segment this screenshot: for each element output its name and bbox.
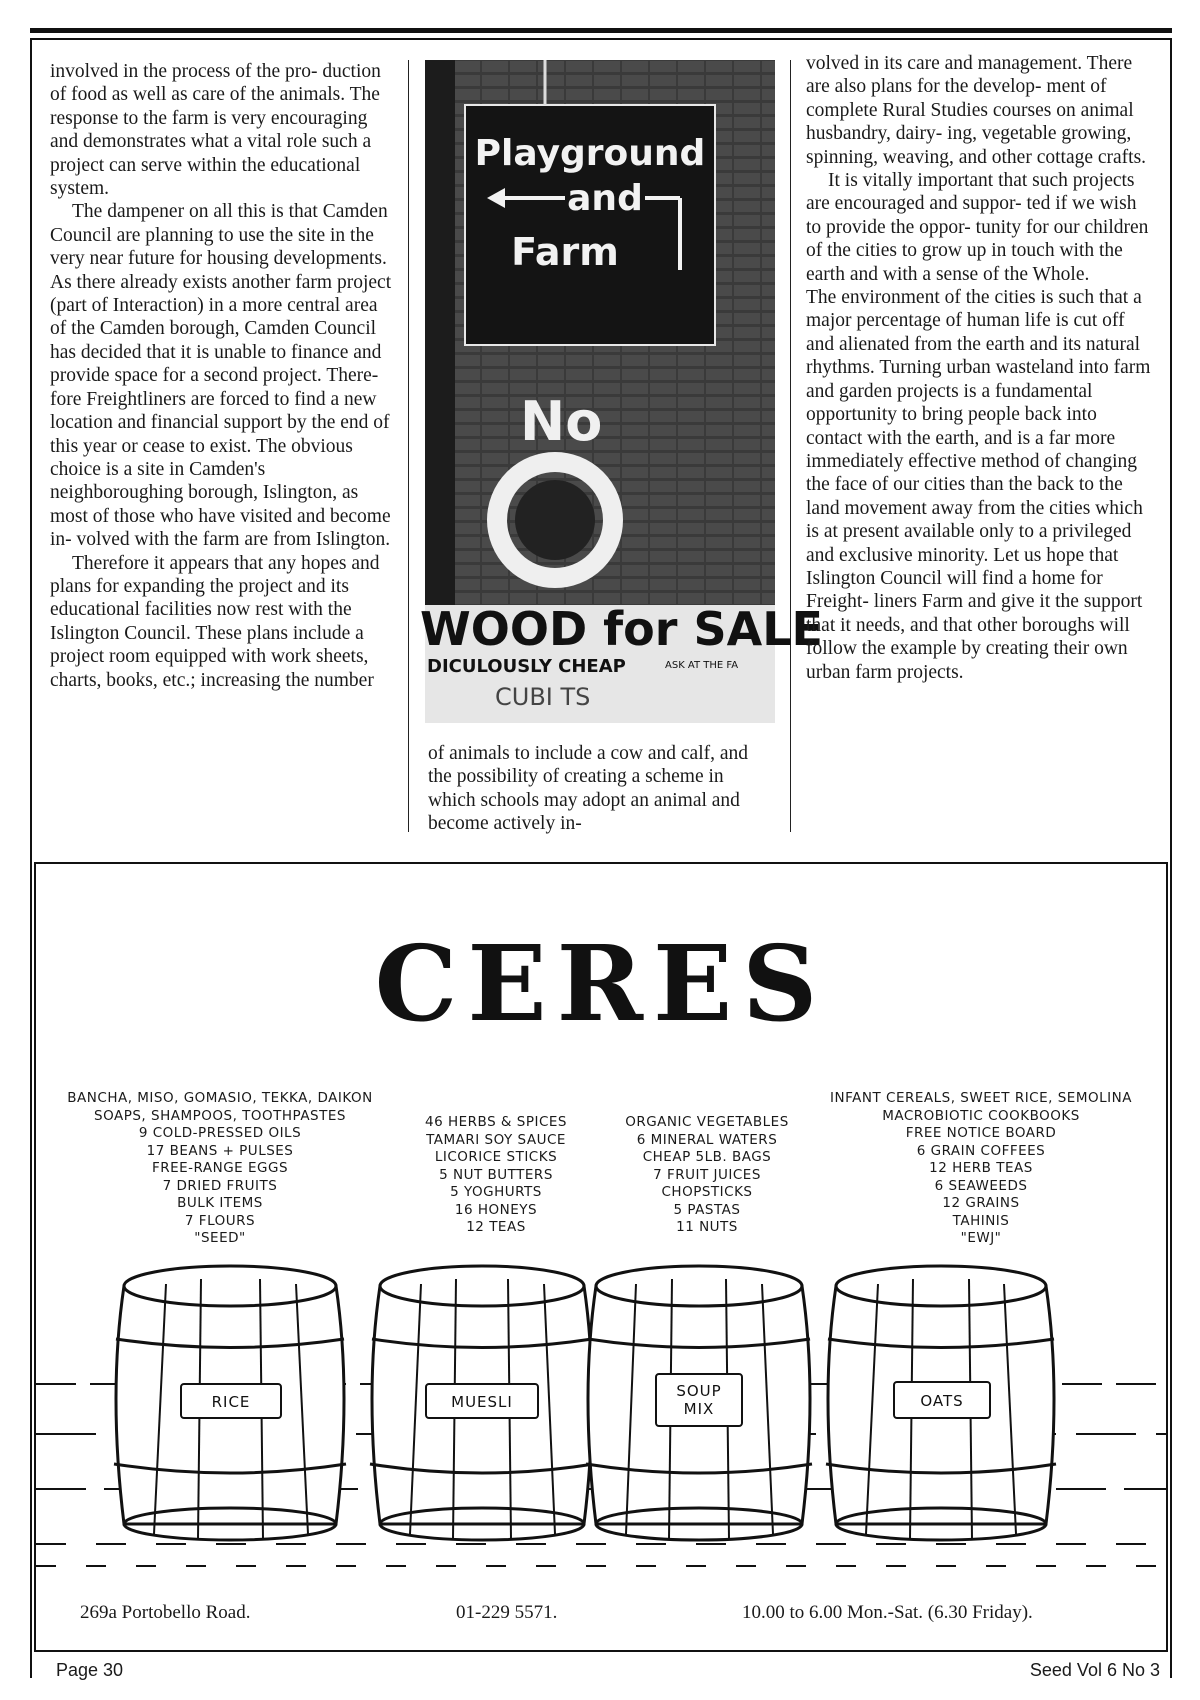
cubitts-sign: CUBI TS	[495, 683, 591, 711]
ceres-advertisement	[34, 862, 1168, 1652]
paragraph: The environment of the cities is such that a major percentage of human life is cut off and alienated from the earth and its natural rhythms. Turning urban wasteland into farm and garden projects is a fundamental opportunity to bring people back into contact with the earth, and is a far more immediately effective method of changing the face of our cities than the back to the land movement away from the cities which is at present available only to a privileged and exclusive minority. Let us hope that Islington Council will find a home for Freight- liners Farm and give it the support that it needs, and that other boroughs will follow the example by creating their own urban farm projects.	[806, 287, 1151, 683]
article-column-3	[806, 52, 1156, 684]
list-item: 6 SEAWEEDS	[934, 1177, 1028, 1194]
product-list-1	[50, 1090, 390, 1248]
list-item: 16 HONEYS	[454, 1201, 538, 1218]
paragraph: Therefore it appears that any hopes and plans for expanding the project and its educational facilities now rest with the Islington Council. These plans include a project room equipped with work sheets, charts, books, etc.; increasing the number	[50, 552, 380, 691]
list-item: CHOPSTICKS	[661, 1184, 753, 1200]
list-item: 46 HERBS & SPICES	[425, 1114, 567, 1130]
sign-line-1: Playground	[474, 133, 706, 174]
list-item: BULK ITEMS	[177, 1195, 263, 1211]
list-item: 7 DRIED FRUITS	[162, 1177, 278, 1194]
barrel-label-soup: SOUP	[676, 1382, 722, 1400]
shop-address: 269a Portobello Road.	[80, 1602, 251, 1623]
list-item: 6 MINERAL WATERS	[636, 1131, 778, 1148]
list-item: INFANT CEREALS, SWEET RICE, SEMOLINA	[830, 1090, 1132, 1106]
top-rule-thin	[30, 38, 1172, 40]
list-item: MACROBIOTIC COOKBOOKS	[882, 1107, 1080, 1124]
shop-hours: 10.00 to 6.00 Mon.-Sat. (6.30 Friday).	[742, 1602, 1033, 1623]
list-item: FREE-RANGE EGGS	[151, 1160, 289, 1176]
barrel-label-rice: RICE	[211, 1393, 251, 1411]
frame-left	[30, 38, 32, 1678]
list-item: 17 BEANS + PULSES	[146, 1142, 294, 1159]
barrel-label-muesli: MUESLI	[451, 1393, 513, 1411]
list-item: TAMARI SOY SAUCE	[426, 1131, 566, 1148]
list-item: 9 COLD-PRESSED OILS	[138, 1125, 302, 1141]
list-item: ORGANIC VEGETABLES	[625, 1114, 789, 1130]
shop-phone: 01-229 5571.	[456, 1602, 558, 1623]
barrels-illustration	[36, 1244, 1166, 1584]
list-item: CHEAP 5LB. BAGS	[642, 1149, 772, 1165]
paragraph: of animals to include a cow and calf, and the possibility of creating a scheme in which schools may adopt an animal and become actively in-	[428, 743, 749, 835]
paragraph: involved in the process of the pro- duction of food as well as care of the animals. The response to the farm is very encouraging and demonstrates what a vital role such a project can serve within the educational system.	[50, 61, 381, 200]
product-list-2	[396, 1114, 596, 1237]
list-item: 5 YOGHURTS	[450, 1184, 542, 1200]
list-item: 12 HERB TEAS	[929, 1160, 1033, 1176]
farm-sign-photo	[420, 60, 823, 723]
list-item: 7 FRUIT JUICES	[653, 1166, 761, 1183]
list-item: 11 NUTS	[676, 1219, 738, 1235]
list-item: LICORICE STICKS	[434, 1149, 558, 1165]
list-item: "SEED"	[194, 1230, 246, 1246]
page-number: Page 30	[56, 1660, 124, 1680]
list-item: BANCHA, MISO, GOMASIO, TEKKA, DAIKON	[67, 1090, 373, 1106]
paragraph: The dampener on all this is that Camden Council are planning to use the site in the very near future for housing developments. As there already exists another farm project (part of Interaction) in a more central area of the Camden borough, Camden Council has decided that it is unable to finance and provide space for a second project. There- fore Freightliners are forced to find a new location and financial support by the end of this year or cease to exist. The obvious choice is a site in Camden's neighboroughing borough, Islington, as most of those who have visited and become in- volved with the farm are from Islington.	[50, 201, 392, 551]
wood-for-sale: WOOD for SALE	[420, 602, 823, 656]
paragraph: It is vitally important that such projects are encouraged and suppor- ted if we wish to provide the oppor- tunity for our children of the cities to grow up in touch with the earth and with a sense of the Whole.	[806, 170, 1149, 285]
list-item: 6 GRAIN COFFEES	[916, 1142, 1046, 1159]
ceres-logo: CERES	[374, 922, 828, 1045]
frame-right	[1170, 38, 1172, 1678]
top-rule	[30, 28, 1172, 33]
article-column-1	[50, 60, 392, 692]
list-item: TAHINIS	[952, 1212, 1010, 1229]
column-divider	[790, 60, 791, 832]
sign-line-3: Farm	[511, 230, 619, 274]
sign-line-2: and	[567, 178, 643, 219]
paragraph: volved in its care and management. There are also plans for the develop- ment of complete Rural Studies courses on animal husbandry, dairy- ing, vegetable growing, spinning, weaving, and other cottage crafts.	[806, 53, 1147, 168]
product-list-4	[806, 1090, 1156, 1248]
ridiculously-cheap: DICULOUSLY CHEAP	[427, 656, 626, 677]
product-list-3	[602, 1114, 812, 1237]
issue-label: Seed Vol 6 No 3	[1029, 1660, 1160, 1680]
list-item: 12 GRAINS	[942, 1195, 1020, 1211]
list-item: "EWJ"	[960, 1230, 1002, 1246]
barrel-label-mix: MIX	[683, 1400, 715, 1418]
list-item: 5 PASTAS	[673, 1201, 741, 1218]
barrel-label-oats: OATS	[920, 1392, 964, 1410]
no-graffiti: No	[520, 390, 603, 453]
column-divider	[408, 60, 409, 832]
list-item: 12 TEAS	[466, 1219, 526, 1235]
list-item: FREE NOTICE BOARD	[905, 1125, 1057, 1141]
list-item: 5 NUT BUTTERS	[439, 1166, 553, 1183]
article-column-2	[428, 742, 773, 836]
list-item: 7 FLOURS	[184, 1212, 256, 1229]
ask-at-farm: ASK AT THE FA	[665, 660, 739, 671]
list-item: SOAPS, SHAMPOOS, TOOTHPASTES	[94, 1107, 346, 1124]
